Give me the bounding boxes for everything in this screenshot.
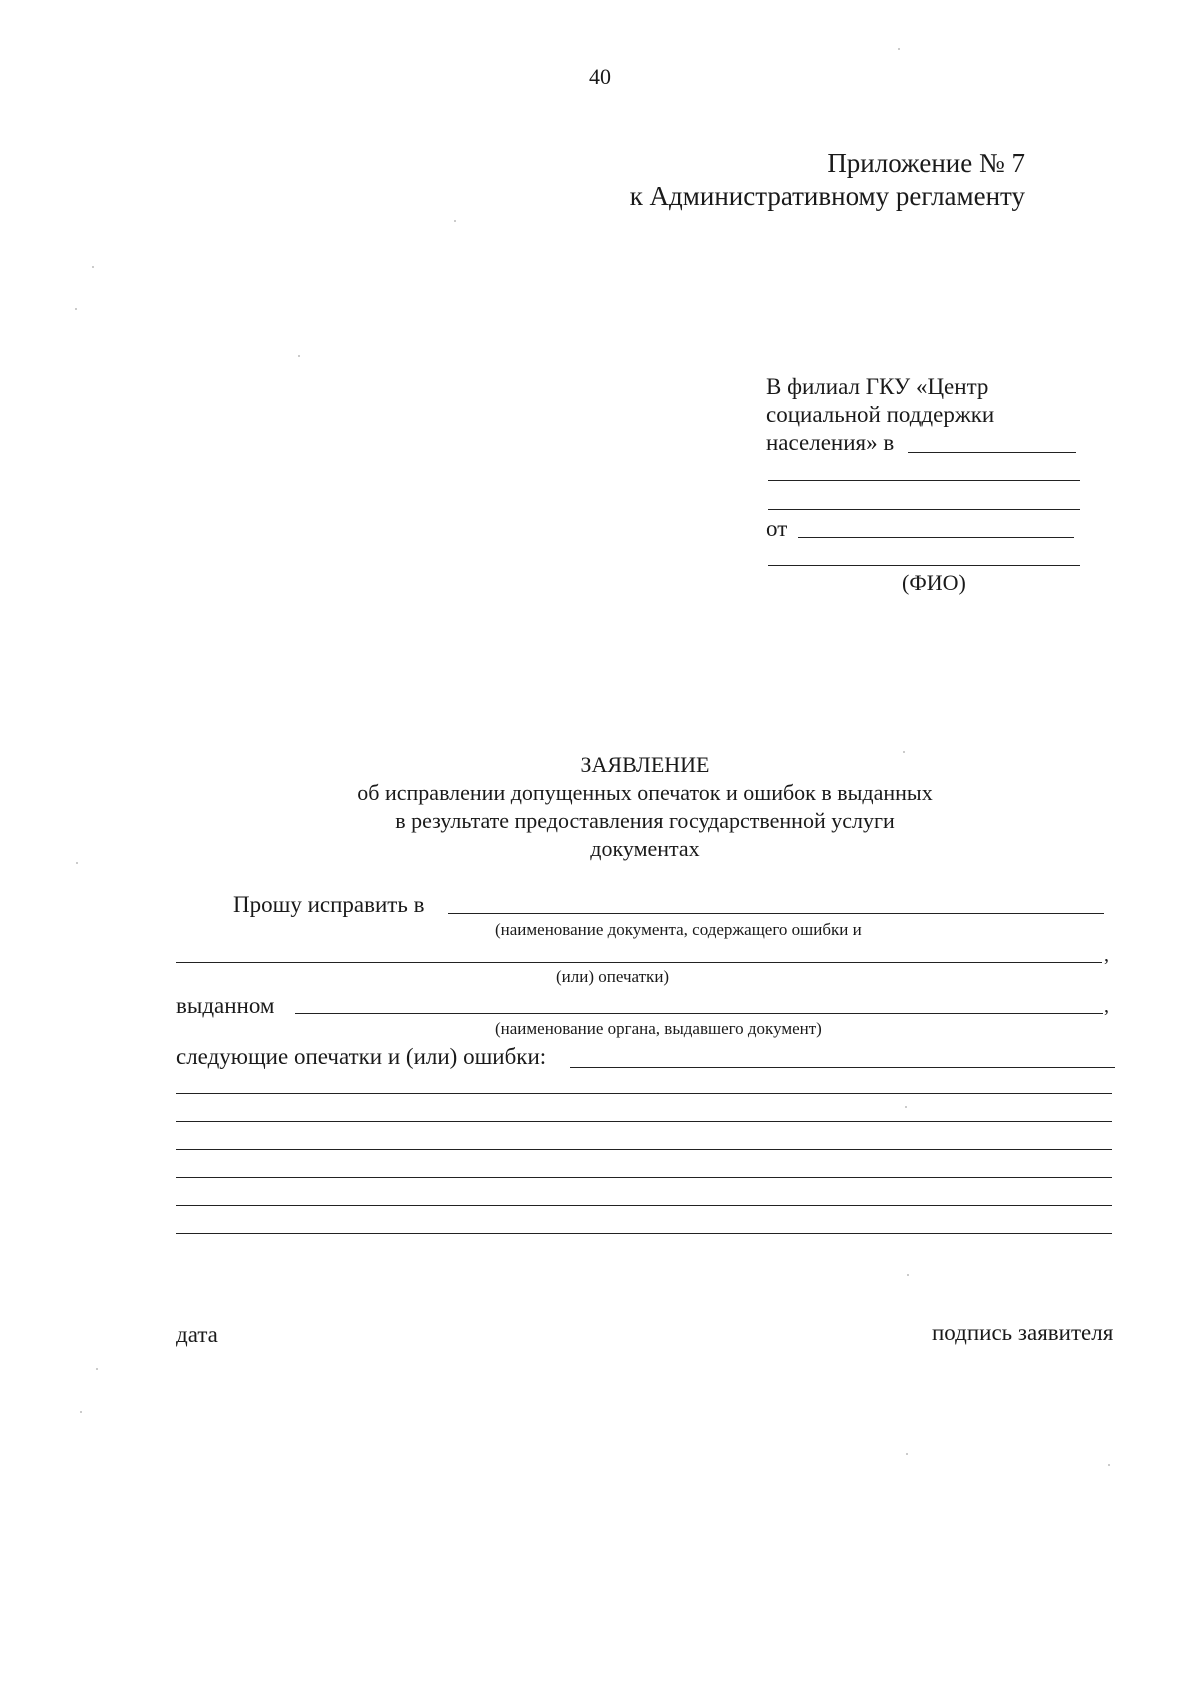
addressee-line-1: В филиал ГКУ «Центр [766, 374, 989, 399]
statement-subtitle-1: об исправлении допущенных опечаток и ошибок в выданных [357, 780, 933, 805]
scan-speck [903, 751, 905, 753]
scan-speck [75, 308, 77, 310]
scan-speck [906, 1453, 908, 1455]
document-caption-1: (наименование документа, содержащего ошибки и [495, 920, 862, 939]
errors-field-3[interactable] [176, 1121, 1112, 1122]
addressee-line-2: социальной поддержки [766, 402, 995, 427]
issuing-organ-field[interactable] [295, 1013, 1103, 1014]
errors-field-2[interactable] [176, 1093, 1112, 1094]
errors-field-1[interactable] [570, 1067, 1115, 1068]
scan-speck [76, 862, 78, 864]
errors-field-7[interactable] [176, 1233, 1112, 1234]
document-name-field-2[interactable] [176, 962, 1102, 963]
scan-speck [80, 1411, 82, 1413]
errors-field-6[interactable] [176, 1205, 1112, 1206]
branch-address-field-2[interactable] [768, 509, 1080, 510]
from-label: от [766, 516, 788, 541]
scan-speck [92, 266, 94, 268]
document-name-field[interactable] [448, 913, 1104, 914]
document-caption-2: (или) опечатки) [556, 967, 670, 986]
page-number: 40 [589, 64, 611, 89]
scan-speck [905, 1106, 907, 1108]
issued-label: выданном [176, 993, 275, 1018]
signature-label: подпись заявителя [932, 1320, 1114, 1345]
errors-field-4[interactable] [176, 1149, 1112, 1150]
appendix-title: Приложение № 7 [827, 148, 1025, 178]
scan-speck [898, 48, 900, 50]
organ-caption: (наименование органа, выдавшего документ) [495, 1019, 822, 1038]
applicant-name-field[interactable] [798, 537, 1074, 538]
comma-2: , [1104, 995, 1109, 1017]
appendix-subtitle: к Административному регламенту [629, 181, 1025, 211]
branch-location-field[interactable] [908, 452, 1076, 453]
applicant-name-field-2[interactable] [768, 565, 1080, 566]
branch-address-field-1[interactable] [768, 480, 1080, 481]
statement-title: ЗАЯВЛЕНИЕ [580, 752, 710, 777]
scan-speck [907, 1274, 909, 1276]
date-label: дата [176, 1322, 218, 1347]
request-label: Прошу исправить в [233, 892, 425, 917]
errors-field-5[interactable] [176, 1177, 1112, 1178]
scan-speck [454, 220, 456, 222]
scan-speck [1108, 1464, 1110, 1466]
addressee-line-3: населения» в [766, 430, 895, 455]
statement-subtitle-3: документах [590, 836, 700, 861]
errors-label: следующие опечатки и (или) ошибки: [176, 1044, 547, 1069]
statement-subtitle-2: в результате предоставления государственной услуги [395, 808, 895, 833]
scan-speck [96, 1368, 98, 1370]
scan-speck [298, 355, 300, 357]
comma-1: , [1104, 944, 1109, 966]
fio-caption: (ФИО) [902, 570, 966, 595]
